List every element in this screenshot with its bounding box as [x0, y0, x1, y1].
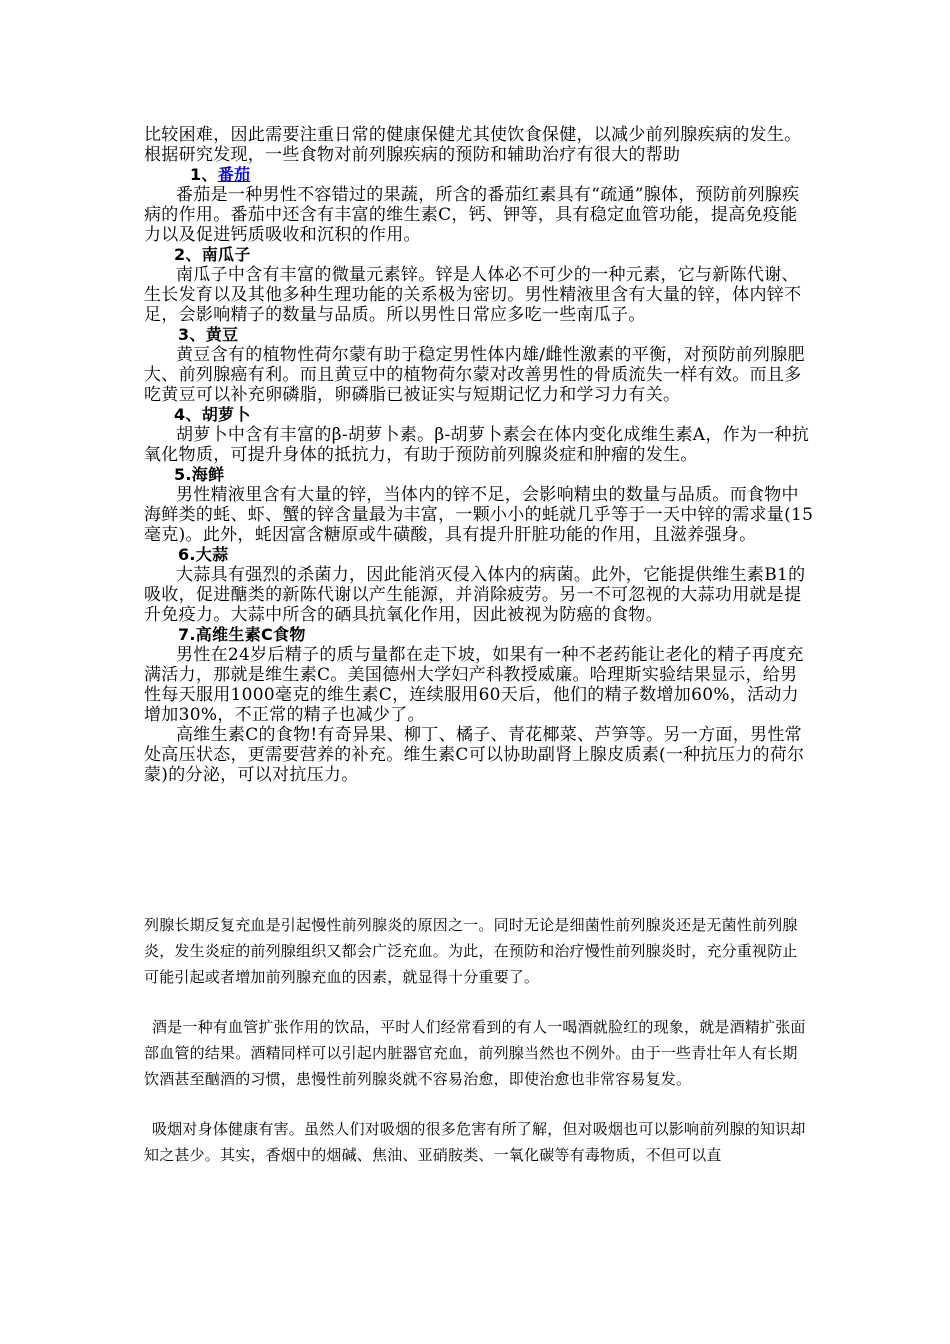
tomato-link[interactable]: 番茄 [217, 165, 251, 184]
food-section [144, 125, 814, 785]
paragraph-alcohol: 酒是一种有血管扩张作用的饮品，平时人们经常看到的有人一喝酒就脸红的现象，就是酒精扩张面部血管的结果。酒精同样可以引起内脏器官充血，前列腺当然也不例外。由于一些青壮年人有长期饮酒甚至酗酒的习惯，患慢性前列腺炎就不容易治愈，即使治愈也非常容易复发。 [144, 1018, 806, 1088]
heading-tomato [144, 165, 814, 185]
paragraph-garlic: 大蒜具有强烈的杀菌力，因此能消灭侵入体内的病菌。此外，它能提供维生素B1的吸收，促进醣类的新陈代谢以产生能源，并消除疲劳。另一不可忽视的大蒜功用就是提升免疫力。大蒜中所含的硒具抗氧化作用，因此被视为防癌的食物。 [144, 565, 806, 625]
heading-carrot: 4、胡萝卜 [174, 405, 251, 424]
paragraph-pumpkin-seeds: 南瓜子中含有丰富的微量元素锌。锌是人体必不可少的一种元素，它与新陈代谢、生长发育以及其他多种生理功能的关系极为密切。男性精液里含有大量的锌，体内锌不足，会影响精子的数量与品质。所以男性日常应多吃一些南瓜子。 [144, 265, 802, 325]
paragraph-vitamin-c: 男性在24岁后精子的质与量都在走下坡，如果有一种不老药能让老化的精子再度充满活力，那就是维生素C。美国德州大学妇产科教授威廉。哈理斯实验结果显示，给男性每天服用1000毫克的维生素C，连续服用60天后，他们的精子数增加60%，活动力增加30%，不正常的精子也减少了。 [144, 645, 804, 725]
paragraph-tomato: 番茄是一种男性不容错过的果蔬，所含的番茄红素具有“疏通”腺体，预防前列腺疾病的作用。番茄中还含有丰富的维生素C，钙、钾等，具有稳定血管功能，提高免疫能力以及促进钙质吸收和沉积的作用。 [144, 185, 800, 245]
paragraph-soybean: 黄豆含有的植物性荷尔蒙有助于稳定男性体内雄/雌性激素的平衡，对预防前列腺肥大、前列腺癌有利。而且黄豆中的植物荷尔蒙对改善男性的骨质流失一样有效。而且多吃黄豆可以补充卵磷脂，卵磷脂已被证实与短期记忆力和学习力有关。 [144, 345, 805, 405]
paragraph-congestion: 列腺长期反复充血是引起慢性前列腺炎的原因之一。同时无论是细菌性前列腺炎还是无菌性前列腺炎，发生炎症的前列腺组织又都会广泛充血。为此，在预防和治疗慢性前列腺炎时，充分重视防止可能引起或者增加前列腺充血的因素，就显得十分重要了。 [144, 916, 798, 986]
heading-pumpkin-seeds: 2、南瓜子 [174, 245, 251, 264]
paragraph-smoking: 吸烟对身体健康有害。虽然人们对吸烟的很多危害有所了解，但对吸烟也可以影响前列腺的知识却知之甚少。其实，香烟中的烟碱、焦油、亚硝胺类、一氧化碳等有毒物质，不但可以直 [144, 1120, 806, 1164]
heading-vitamin-c: 7.高维生素C食物 [178, 625, 306, 644]
intro-paragraph: 比较困难，因此需要注重日常的健康保健尤其使饮食保健，以减少前列腺疾病的发生。根据研究发现，一些食物对前列腺疾病的预防和辅助治疗有很大的帮助 [144, 125, 802, 165]
heading-seafood: 5.海鲜 [174, 465, 225, 484]
paragraph-carrot: 胡萝卜中含有丰富的β-胡萝卜素。β-胡萝卜素会在体内变化成维生素A，作为一种抗氧化物质，可提升身体的抵抗力，有助于预防前列腺炎症和肿瘤的发生。 [144, 425, 810, 465]
prostate-section [144, 912, 810, 1168]
paragraph-seafood: 男性精液里含有大量的锌，当体内的锌不足，会影响精虫的数量与品质。而食物中海鲜类的蚝、虾、蟹的锌含量最为丰富，一颗小小的蚝就几乎等于一天中锌的需求量(15毫克)。此外，蚝因富含糖原或牛磺酸，具有提升肝脏功能的作用，且滋养强身。 [144, 485, 814, 545]
paragraph-vitamin-c-foods: 高维生素C的食物!有奇异果、柳丁、橘子、青花椰菜、芦笋等。另一方面，男性常处高压状态，更需要营养的补充。维生素C可以协助副肾上腺皮质素(一种抗压力的荷尔蒙)的分泌，可以对抗压力。 [144, 725, 805, 785]
heading-soybean: 3、黄豆 [178, 325, 239, 344]
heading-number: 1、 [190, 165, 218, 184]
heading-garlic: 6.大蒜 [178, 545, 229, 564]
